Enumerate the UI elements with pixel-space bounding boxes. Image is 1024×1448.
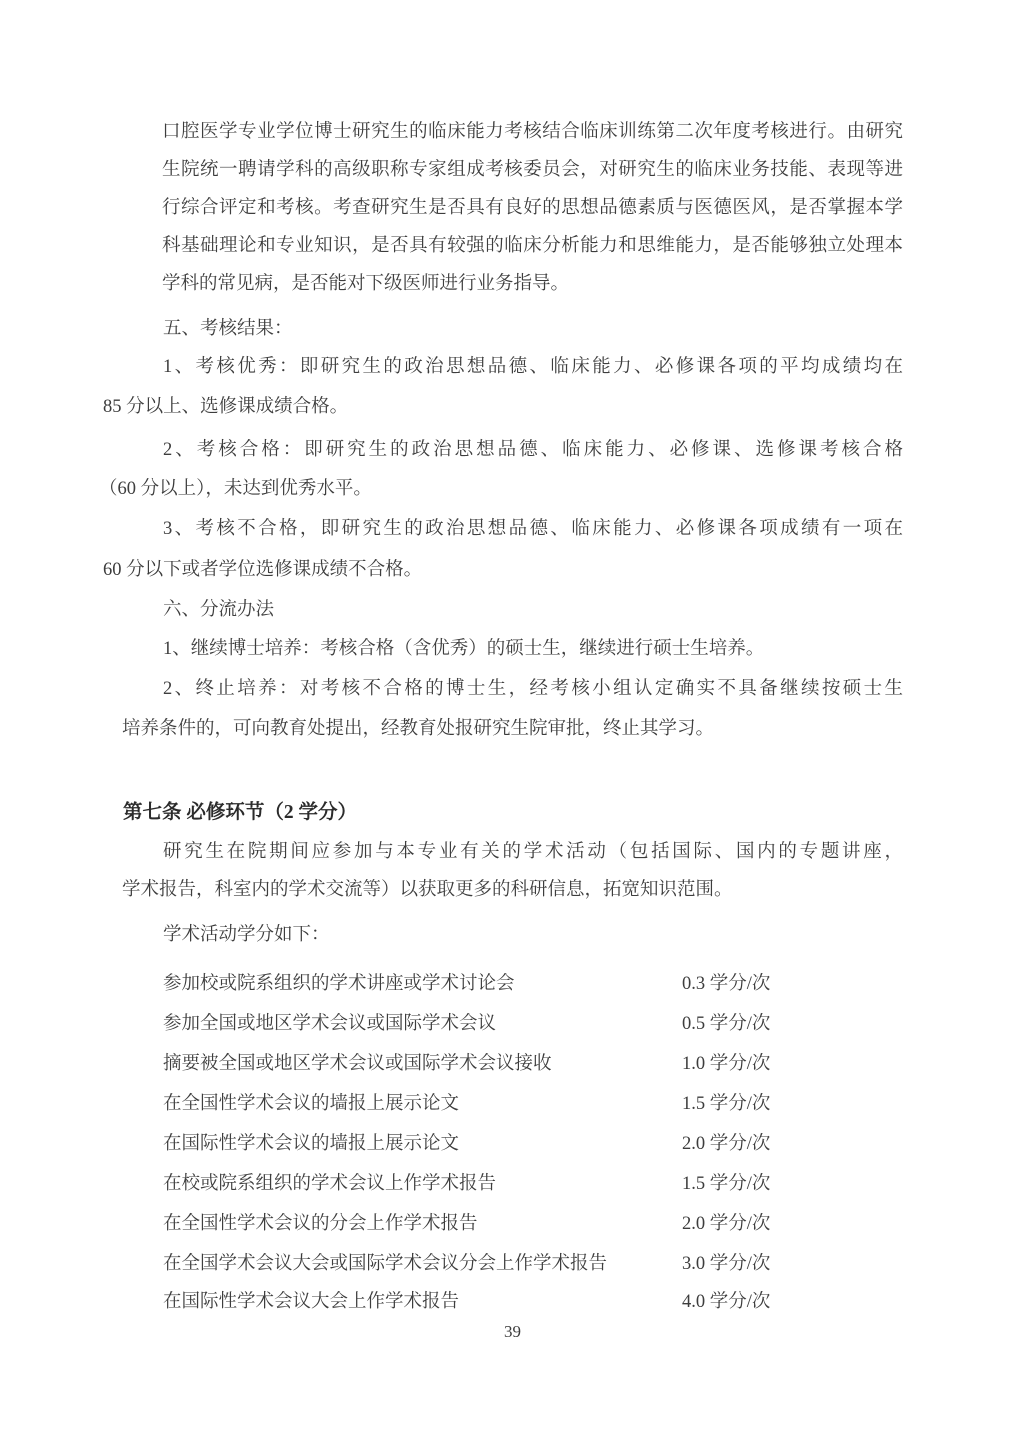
section-five-item3-line1: 3、考核不合格，即研究生的政治思想品德、临床能力、必修课各项成绩有一项在 bbox=[163, 519, 903, 539]
credit-activity: 在全国学术会议大会或国际学术会议分会上作学术报告 bbox=[163, 1254, 608, 1274]
section-six-title: 六、分流办法 bbox=[163, 600, 275, 620]
credit-row bbox=[163, 1010, 904, 1038]
article-seven-para-line1: 研究生在院期间应参加与本专业有关的学术活动（包括国际、国内的专题讲座， bbox=[163, 842, 903, 862]
intro-line-5: 学科的常见病，是否能对下级医师进行业务指导。 bbox=[162, 274, 570, 294]
credit-activity: 参加校或院系组织的学术讲座或学术讨论会 bbox=[163, 974, 515, 994]
section-five-item2-line1: 2、考核合格：即研究生的政治思想品德、临床能力、必修课、选修课考核合格 bbox=[163, 440, 903, 460]
credit-value: 1.5 学分/次 bbox=[682, 1094, 771, 1114]
credits-lead: 学术活动学分如下： bbox=[163, 925, 330, 945]
credit-row bbox=[163, 1288, 904, 1316]
credit-row bbox=[163, 1250, 904, 1278]
credit-value: 0.3 学分/次 bbox=[682, 974, 771, 994]
intro-line-4: 科基础理论和专业知识，是否具有较强的临床分析能力和思维能力，是否能够独立处理本 bbox=[162, 236, 903, 256]
credit-value: 2.0 学分/次 bbox=[682, 1134, 771, 1154]
credit-activity: 摘要被全国或地区学术会议或国际学术会议接收 bbox=[163, 1054, 552, 1074]
credit-activity: 在校或院系组织的学术会议上作学术报告 bbox=[163, 1174, 497, 1194]
article-seven-heading: 第七条 必修环节（2 学分） bbox=[123, 802, 358, 823]
section-five-title: 五、考核结果： bbox=[163, 319, 293, 339]
credit-activity: 参加全国或地区学术会议或国际学术会议 bbox=[163, 1014, 497, 1034]
section-five-item2-line2: （60 分以上），未达到优秀水平。 bbox=[99, 479, 372, 499]
section-five-item1-line1: 1、考核优秀：即研究生的政治思想品德、临床能力、必修课各项的平均成绩均在 bbox=[163, 357, 903, 377]
intro-line-3: 行综合评定和考核。考查研究生是否具有良好的思想品德素质与医德医风，是否掌握本学 bbox=[162, 198, 903, 218]
credit-value: 1.5 学分/次 bbox=[682, 1174, 771, 1194]
section-six-item1: 1、继续博士培养：考核合格（含优秀）的硕士生，继续进行硕士生培养。 bbox=[163, 639, 765, 659]
page-number: 39 bbox=[504, 1322, 521, 1341]
credit-activity: 在全国性学术会议的分会上作学术报告 bbox=[163, 1214, 478, 1234]
credit-value: 0.5 学分/次 bbox=[682, 1014, 771, 1034]
credit-row bbox=[163, 1090, 904, 1118]
intro-line-2: 生院统一聘请学科的高级职称专家组成考核委员会，对研究生的临床业务技能、表现等进 bbox=[162, 160, 903, 180]
credit-row bbox=[163, 1050, 904, 1078]
credit-row bbox=[163, 970, 904, 998]
credit-activity: 在全国性学术会议的墙报上展示论文 bbox=[163, 1094, 460, 1114]
credit-activity: 在国际性学术会议的墙报上展示论文 bbox=[163, 1134, 460, 1154]
credit-row bbox=[163, 1130, 904, 1158]
credit-row bbox=[163, 1210, 904, 1238]
credit-row bbox=[163, 1170, 904, 1198]
section-five-item1-line2: 85 分以上、选修课成绩合格。 bbox=[103, 397, 349, 417]
article-seven-para-line2: 学术报告，科室内的学术交流等）以获取更多的科研信息，拓宽知识范围。 bbox=[122, 880, 733, 900]
intro-line-1: 口腔医学专业学位博士研究生的临床能力考核结合临床训练第二次年度考核进行。由研究 bbox=[162, 122, 903, 142]
credit-activity: 在国际性学术会议大会上作学术报告 bbox=[163, 1292, 460, 1312]
credit-value: 2.0 学分/次 bbox=[682, 1214, 771, 1234]
section-six-item2-line1: 2、终止培养：对考核不合格的博士生，经考核小组认定确实不具备继续按硕士生 bbox=[163, 679, 903, 699]
credit-value: 1.0 学分/次 bbox=[682, 1054, 771, 1074]
credit-value: 3.0 学分/次 bbox=[682, 1254, 771, 1274]
credit-value: 4.0 学分/次 bbox=[682, 1292, 771, 1312]
section-five-item3-line2: 60 分以下或者学位选修课成绩不合格。 bbox=[103, 560, 423, 580]
section-six-item2-line2: 培养条件的，可向教育处提出，经教育处报研究生院审批，终止其学习。 bbox=[122, 719, 715, 739]
